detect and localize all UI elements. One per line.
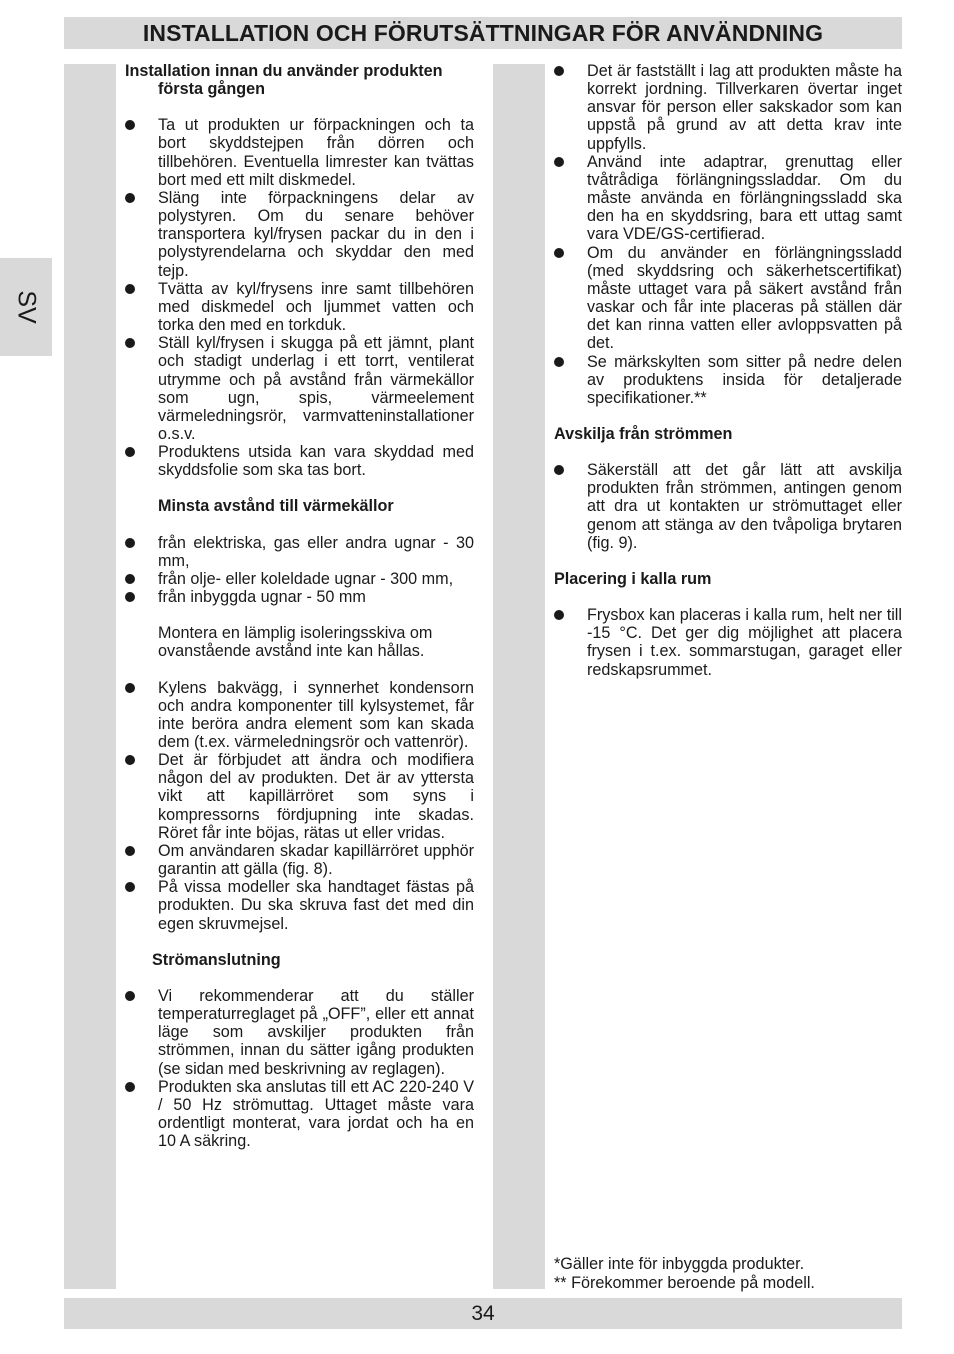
list-item: Använd inte adaptrar, grenuttag eller tvåtrådiga förlängningssladdar. Om du måste använda en förlängningssladd ska den ha en skyddsring, bara ett uttag samt vara VDE/GS-certifierad. bbox=[554, 153, 902, 244]
bullet-icon bbox=[125, 284, 135, 294]
list-item: Det är fastställt i lag att produkten måste ha korrekt jordning. Tillverkaren övertar inget ansvar för person eller sakskador som kan uppstå på grund av att detta krav inte uppfylls. bbox=[554, 62, 902, 153]
installation-list bbox=[125, 116, 474, 479]
footnote-built-in: *Gäller inte för inbyggda produkter. bbox=[554, 1255, 805, 1273]
bullet-icon bbox=[125, 882, 135, 892]
list-item: Säkerställ att det går lätt att avskilja produkten från strömmen, antingen genom att dra ut kontakten ur strömuttaget eller genom att stänga av den tvåpoliga brytaren (fig. 9). bbox=[554, 461, 902, 552]
page-number: 34 bbox=[471, 1302, 495, 1325]
bullet-icon bbox=[554, 610, 564, 620]
bullet-icon bbox=[125, 120, 135, 130]
header-bar bbox=[64, 17, 902, 49]
list-item: Vi rekommenderar att du ställer temperaturreglaget på „OFF”, eller ett annat läge som avskiljer produkten från strömmen, innan du sätter igång produkten (se sidan med beskrivning av reglagen). bbox=[125, 987, 474, 1078]
list-item: från inbyggda ugnar - 50 mm bbox=[125, 588, 474, 606]
left-column bbox=[125, 62, 474, 1150]
bullet-icon bbox=[125, 592, 135, 602]
bullet-icon bbox=[125, 755, 135, 765]
bullet-icon bbox=[554, 248, 564, 258]
bullet-icon bbox=[125, 846, 135, 856]
power-list bbox=[125, 987, 474, 1150]
grounding-list bbox=[554, 62, 902, 407]
bullet-icon bbox=[554, 357, 564, 367]
list-item: Se märkskylten som sitter på nedre delen av produktens insida för detaljerade specifikationer.** bbox=[554, 353, 902, 407]
right-column bbox=[554, 62, 902, 679]
list-item: Om användaren skadar kapillärröret upphör garantin att gälla (fig. 8). bbox=[125, 842, 474, 878]
language-tab-label: SV bbox=[12, 290, 41, 324]
list-item: från olje- eller koleldade ugnar - 300 mm, bbox=[125, 570, 474, 588]
insulation-note: Montera en lämplig isoleringsskiva om ovanstående avstånd inte kan hållas. bbox=[158, 624, 433, 661]
components-list bbox=[125, 679, 474, 933]
list-item: Om du använder en förlängningssladd (med skyddsring och säkerhetscertifikat) måste uttaget vara på säkert avstånd från vaskar och får inte placeras på ställen där det kan rinna vatten eller avloppsvatten på det. bbox=[554, 244, 902, 353]
section-heading-power: Strömanslutning bbox=[152, 950, 281, 969]
page-title: INSTALLATION OCH FÖRUTSÄTTNINGAR FÖR ANVÄNDNING bbox=[142, 20, 824, 46]
footer-bar bbox=[64, 1298, 902, 1329]
footnote-model: ** Förekommer beroende på modell. bbox=[554, 1273, 815, 1292]
bullet-icon bbox=[554, 465, 564, 475]
list-item: Tvätta av kyl/frysens inre samt tillbehören med diskmedel och ljummet vatten och torka den med en torkduk. bbox=[125, 280, 474, 334]
bullet-icon bbox=[554, 66, 564, 76]
language-tab bbox=[0, 258, 52, 356]
section-heading-distance: Minsta avstånd till värmekällor bbox=[158, 497, 394, 516]
section-heading-cold-rooms: Placering i kalla rum bbox=[554, 569, 712, 588]
bullet-icon bbox=[125, 1082, 135, 1092]
list-item: På vissa modeller ska handtaget fästas på produkten. Du ska skruva fast det med din egen skruvmejsel. bbox=[125, 878, 474, 932]
footnotes bbox=[554, 1255, 902, 1292]
list-item: Det är förbjudet att ändra och modifiera någon del av produkten. Det är av yttersta vikt att kapillärröret som syns i kompressorns fördjupning inte skadas. Röret får inte böjas, rätas ut eller vridas. bbox=[125, 751, 474, 842]
disconnect-list bbox=[554, 461, 902, 552]
middle-margin-strip bbox=[493, 64, 545, 1289]
bullet-icon bbox=[125, 991, 135, 1001]
bullet-icon bbox=[125, 338, 135, 348]
distance-list bbox=[125, 534, 474, 607]
list-item: Produktens utsida kan vara skyddad med skyddsfolie som ska tas bort. bbox=[125, 443, 474, 479]
bullet-icon bbox=[554, 157, 564, 167]
list-item: Ta ut produkten ur förpackningen och ta bort skyddstejpen från dörren och tillbehören. Eventuella limrester kan tvättas bort med ett milt diskmedel. bbox=[125, 116, 474, 189]
bullet-icon bbox=[125, 574, 135, 584]
list-item: Släng inte förpackningens delar av polystyren. Om du senare behöver transportera kyl/frysen packar du in den i polystyrendelarna och skyddar den med tejp. bbox=[125, 189, 474, 280]
bullet-icon bbox=[125, 447, 135, 457]
bullet-icon bbox=[125, 538, 135, 548]
bullet-icon bbox=[125, 683, 135, 693]
list-item: från elektriska, gas eller andra ugnar - 30 mm, bbox=[125, 534, 474, 570]
list-item: Ställ kyl/frysen i skugga på ett jämnt, plant och stadigt underlag i ett torrt, ventilerat utrymme och på avstånd från värmekällor som ugn, spis, värmeelement värmeledningsrör, varmvatteninstallationer o.s.v. bbox=[125, 334, 474, 443]
section-heading-installation: Installation innan du använder produkten första gången bbox=[125, 62, 443, 99]
list-item: Produkten ska anslutas till ett AC 220-240 V / 50 Hz strömuttag. Uttaget måste vara ordentligt monterat, vara jordat och ha en 10 A säkring. bbox=[125, 1078, 474, 1151]
list-item: Kylens bakvägg, i synnerhet kondensorn och andra komponenter till kylsystemet, får inte beröra andra element som kan skada dem (t.ex. värmeledningsrör och vattenrör). bbox=[125, 679, 474, 752]
section-heading-disconnect: Avskilja från strömmen bbox=[554, 424, 733, 443]
cold-rooms-list bbox=[554, 606, 902, 679]
list-item: Frysbox kan placeras i kalla rum, helt ner till -15 °C. Det ger dig möjlighet att placera frysen i t.ex. sommarstugan, garaget eller redskapsrummet. bbox=[554, 606, 902, 679]
left-margin-strip bbox=[64, 64, 116, 1289]
bullet-icon bbox=[125, 193, 135, 203]
